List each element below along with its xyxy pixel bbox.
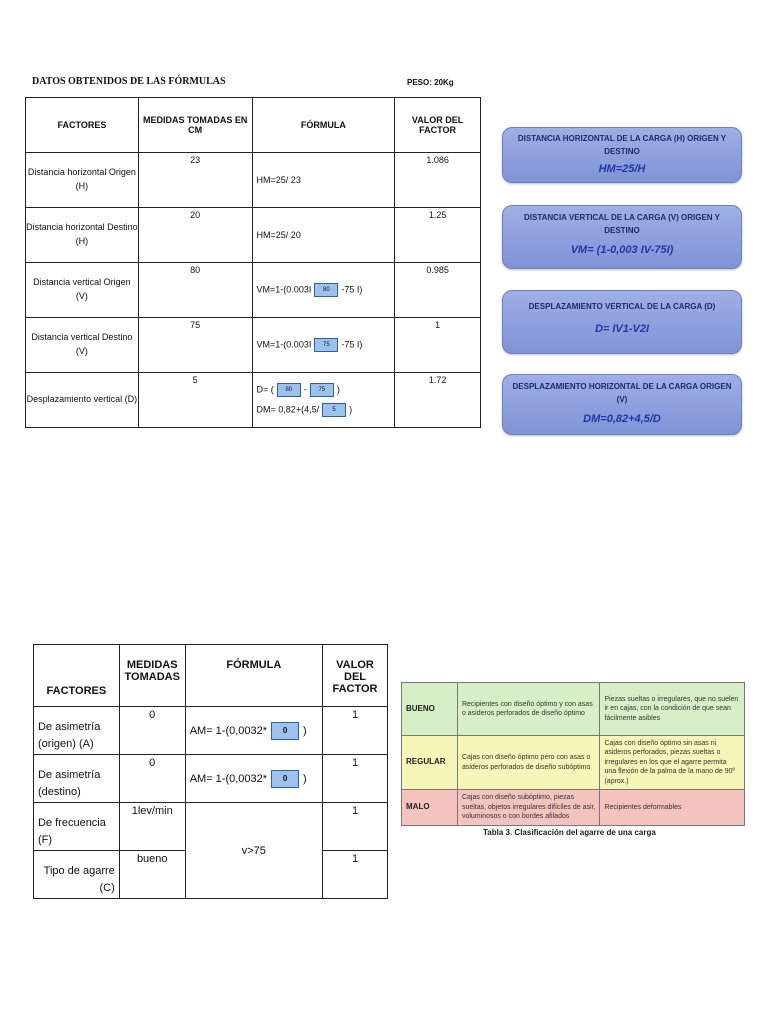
value-cell: 1 (323, 755, 388, 803)
value-cell: 1.25 (395, 208, 481, 263)
card-formula: DM=0,82+4,5/D (583, 412, 661, 425)
header-factores: FACTORES (26, 98, 139, 153)
table-header-row (26, 98, 481, 153)
value-cell: 1 (395, 318, 481, 373)
formula-card-vertical (502, 205, 742, 269)
input-box[interactable]: 0 (271, 770, 299, 788)
header-formula: FÓRMULA (252, 98, 395, 153)
formula-text: HM=25/ 23 (256, 175, 301, 185)
factor-cell: Distancia horizontal Origen (H) (26, 153, 139, 208)
grip-table-caption: Tabla 3. Clasificación del agarre de una carga (483, 828, 656, 837)
card-formula: HM=25/H (598, 162, 646, 175)
value-cell: 0.985 (395, 263, 481, 318)
formula-cell-merged (185, 803, 322, 899)
factor-cell: Desplazamiento vertical (D) (26, 373, 139, 428)
value-cell: 1 (323, 707, 388, 755)
measure-cell: bueno (119, 851, 185, 899)
grip-desc: Cajas con diseño óptimo sin asas ni asideros perforados, piezas sueltas o irregulares en los que el agarre permita una flexión de la palma de la mano de 90º (aprox.) (600, 736, 745, 790)
value-cell: 1.086 (395, 153, 481, 208)
factor-cell: De asimetría (destino) (34, 755, 120, 803)
formula-suffix: ) (336, 384, 340, 395)
grip-desc: Recipientes con diseño óptimo y con asas o asideros perforados de diseño óptimo (457, 683, 600, 736)
factor-cell: Tipo de agarre (C) (34, 851, 120, 899)
formula-suffix: -75 I) (341, 339, 363, 350)
grip-desc: Cajas con diseño subóptimo, piezas sueltas, objetos irregulares difíciles de asir, voluminosos o con bordes afilados (457, 790, 600, 825)
table-row (26, 373, 481, 428)
header-medidas: MEDIDAS TOMADAS EN CM (138, 98, 252, 153)
table-row (34, 707, 388, 755)
formula-cell (252, 373, 395, 428)
table-row (402, 683, 745, 736)
measure-cell: 23 (138, 153, 252, 208)
table-row (26, 208, 481, 263)
formula-prefix: D= ( (256, 384, 274, 395)
formula-suffix: ) (303, 772, 307, 785)
card-title: DESPLAZAMIENTO VERTICAL DE LA CARGA (D) (528, 302, 716, 311)
formula-card-vertical-displacement (502, 290, 742, 354)
header-formula: FÓRMULA (185, 645, 322, 707)
grip-desc: Piezas sueltas o irregulares, que no suelen ir en cajas, con la condición de que sean fácilmente asibles (600, 683, 745, 736)
table-row (402, 736, 745, 790)
input-box[interactable]: 80 (314, 283, 338, 297)
value-cell: 1.72 (395, 373, 481, 428)
card-title: DESPLAZAMIENTO HORIZONTAL DE LA CARGA ORIGEN (V) (512, 382, 732, 404)
formula-prefix: AM= 1-(0,0032* (189, 724, 268, 737)
formula-text: v>75 (241, 844, 266, 857)
formula-cell (185, 707, 322, 755)
formula-prefix: VM=1-(0.003I (256, 284, 312, 295)
measure-cell: 20 (138, 208, 252, 263)
input-box[interactable]: 0 (271, 722, 299, 740)
formula-text: HM=25/ 20 (256, 230, 301, 240)
table-row (34, 803, 388, 851)
formula-prefix: AM= 1-(0,0032* (189, 772, 268, 785)
measure-cell: 5 (138, 373, 252, 428)
value-cell: 1 (323, 803, 388, 851)
grip-desc: Recipientes deformables (600, 790, 745, 825)
formula-suffix: -75 I) (341, 284, 363, 295)
formula-cell (252, 263, 395, 318)
grip-level: MALO (402, 790, 458, 825)
factor-cell: De asimetría (origen) (A) (34, 707, 120, 755)
document-title: DATOS OBTENIDOS DE LAS FÓRMULAS (32, 76, 226, 87)
formula-suffix: ) (349, 404, 353, 415)
card-title: DISTANCIA VERTICAL DE LA CARGA (V) ORIGEN Y DESTINO (523, 213, 720, 235)
grip-level: REGULAR (402, 736, 458, 790)
measure-cell: 0 (119, 707, 185, 755)
formula-card-horizontal (502, 127, 742, 183)
factors-table-2 (33, 644, 388, 899)
measure-cell: 75 (138, 318, 252, 373)
grip-desc: Cajas con diseño óptimo pero con asas o asideros perforados de diseño subóptimo (457, 736, 600, 790)
formula-prefix: DM= 0,82+(4,5/ (256, 404, 320, 415)
formula-cell (252, 208, 395, 263)
formula-cell (252, 153, 395, 208)
table-row (26, 153, 481, 208)
input-box[interactable]: 5 (322, 403, 346, 417)
measure-cell: 1lev/min (119, 803, 185, 851)
factors-table-1 (25, 97, 481, 428)
formula-cell (252, 318, 395, 373)
input-box[interactable]: 75 (310, 383, 334, 397)
table-row (26, 263, 481, 318)
factor-cell: De frecuencia (F) (34, 803, 120, 851)
value-cell: 1 (323, 851, 388, 899)
grip-level: BUENO (402, 683, 458, 736)
factor-cell: Distancia horizontal Destino (H) (26, 208, 139, 263)
formula-prefix: VM=1-(0.003I (256, 339, 312, 350)
grip-classification-table (401, 682, 745, 826)
measure-cell: 80 (138, 263, 252, 318)
measure-cell: 0 (119, 755, 185, 803)
weight-label: PESO: 20Kg (407, 78, 454, 87)
formula-separator: - (303, 384, 307, 395)
card-formula: VM= (1-0,003 IV-75I) (570, 243, 674, 256)
table-row (402, 790, 745, 825)
factor-cell: Distancia vertical Destino (V) (26, 318, 139, 373)
formula-cell (185, 755, 322, 803)
formula-suffix: ) (303, 724, 307, 737)
header-factores: FACTORES (34, 645, 120, 707)
table-header-row (34, 645, 388, 707)
factor-cell: Distancia vertical Origen (V) (26, 263, 139, 318)
table-row (26, 318, 481, 373)
card-title: DISTANCIA HORIZONTAL DE LA CARGA (H) ORIGEN Y DESTINO (517, 134, 727, 156)
header-medidas: MEDIDAS TOMADAS (119, 645, 185, 707)
formula-card-horizontal-displacement (502, 374, 742, 435)
input-box[interactable]: 80 (277, 383, 301, 397)
input-box[interactable]: 75 (314, 338, 338, 352)
table-row (34, 755, 388, 803)
header-valor: VALOR DEL FACTOR (323, 645, 388, 707)
header-valor: VALOR DEL FACTOR (395, 98, 481, 153)
card-formula: D= IV1-V2I (594, 322, 650, 335)
